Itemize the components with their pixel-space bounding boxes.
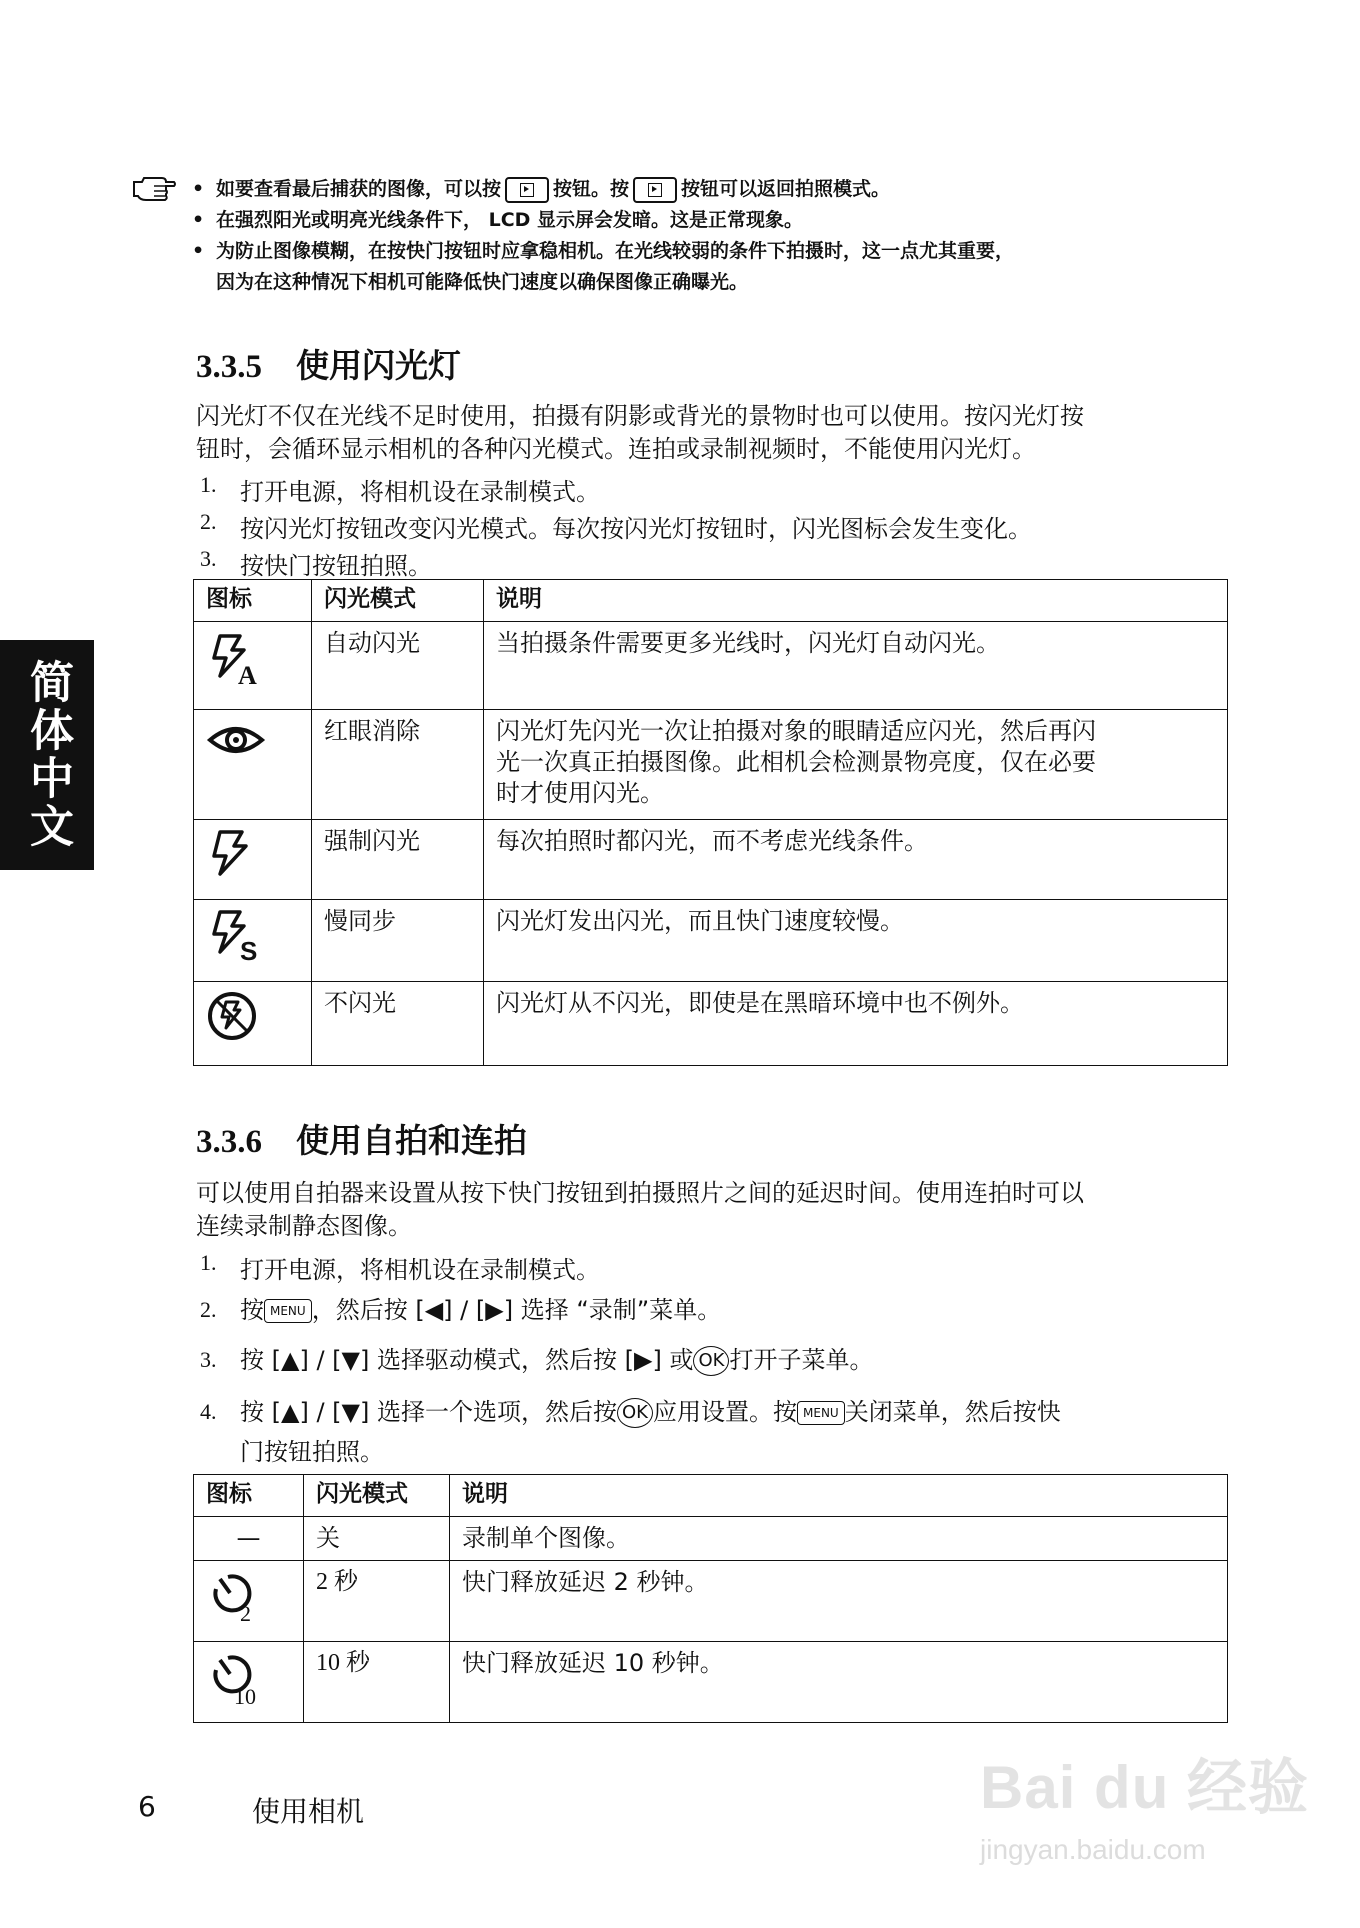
- table-row: [194, 982, 1228, 1066]
- svg-text:S: S: [240, 936, 258, 964]
- desc-cell: [484, 820, 1228, 900]
- watermark-brand: Bai du 经验: [980, 1754, 1310, 1821]
- step-item: 2. 按 MENU ，然后按 [◀] / [▶] 选择 “录制”菜单。: [200, 1296, 722, 1324]
- pointing-hand-icon: [132, 174, 176, 204]
- watermark-url: jingyan.baidu.com: [980, 1834, 1206, 1865]
- section-intro: [196, 1177, 1246, 1243]
- mode-cell: 自动闪光: [312, 622, 484, 710]
- desc-cell: 快门释放延迟 10 秒钟。: [450, 1642, 1228, 1723]
- mode-cell: 不闪光: [312, 982, 484, 1066]
- page-number: 6: [138, 1790, 156, 1823]
- desc-cell: 录制单个图像。: [450, 1517, 1228, 1561]
- icon-cell: [194, 622, 312, 710]
- icon-cell: —: [194, 1517, 304, 1561]
- table-row: [194, 1561, 1228, 1642]
- step-item: 3. 按 [▲] / [▼] 选择驱动模式，然后按 [▶] 或 OK 打开子菜单。: [200, 1346, 874, 1374]
- ok-key-icon: OK: [617, 1398, 653, 1428]
- icon-cell: [194, 900, 312, 982]
- step-item: 1. 打开电源，将相机设在录制模式。: [196, 1250, 1256, 1290]
- intro-line: 钮时，会循环显示相机的各种闪光模式。连拍或录制视频时，不能使用闪光灯。: [196, 435, 1036, 463]
- red-eye-icon: [206, 718, 266, 762]
- step-number: 3.: [200, 546, 217, 571]
- note-text: 因为在这种情况下相机可能降低快门速度以确保图像正确曝光。: [216, 271, 749, 293]
- section-heading: [196, 340, 461, 387]
- svg-text:2: 2: [240, 1601, 251, 1625]
- intro-line: 连续录制静态图像。: [196, 1212, 412, 1240]
- icon-cell: [194, 982, 312, 1066]
- note-text: 如要查看最后捕获的图像，可以按: [216, 178, 502, 200]
- step-text: 打开电源，将相机设在录制模式。: [240, 478, 600, 506]
- desc-cell: [484, 900, 1228, 982]
- step-number: 1.: [200, 472, 217, 497]
- mode-cell: 关: [304, 1517, 450, 1561]
- intro-line: 可以使用自拍器来设置从按下快门按钮到拍摄照片之间的延迟时间。使用连拍时可以: [196, 1179, 1084, 1207]
- table-row: [194, 622, 1228, 710]
- section-heading: [196, 1115, 527, 1162]
- menu-key-icon: MENU: [264, 1299, 312, 1323]
- table-header: 图标: [194, 1475, 304, 1517]
- step-text: 打开电源，将相机设在录制模式。: [240, 1256, 600, 1284]
- mode-cell: 强制闪光: [312, 820, 484, 900]
- table-header: 说明: [484, 580, 1228, 622]
- table-header: 闪光模式: [312, 580, 484, 622]
- icon-cell: [194, 820, 312, 900]
- section-intro: [196, 400, 1246, 466]
- table-header: 闪光模式: [304, 1475, 450, 1517]
- mode-cell: 慢同步: [312, 900, 484, 982]
- intro-line: 闪光灯不仅在光线不足时使用，拍摄有阴影或背光的景物时也可以使用。按闪光灯按: [196, 402, 1084, 430]
- table-row: [194, 1642, 1228, 1723]
- timer-10s-icon: [206, 1650, 266, 1706]
- step-item: [196, 509, 1256, 546]
- mode-cell: 2 秒: [304, 1561, 450, 1642]
- down-arrow-icon: ▼: [341, 1398, 361, 1426]
- desc-line: 光一次真正拍摄图像。此相机会检测景物亮度，仅在必要: [496, 748, 1096, 776]
- section-number: 3.3.6: [196, 1124, 262, 1160]
- table-row: [194, 710, 1228, 820]
- footer-title: 使用相机: [252, 1795, 365, 1828]
- note-item: [186, 174, 1246, 205]
- steps-list: [196, 472, 1256, 583]
- step-item: [196, 546, 1256, 583]
- step-text: 按快门按钮拍照。: [240, 552, 432, 580]
- desc-line: 每次拍照时都闪光，而不考虑光线条件。: [496, 827, 928, 855]
- section-number: 3.3.5: [196, 349, 262, 385]
- flash-mode-table: [193, 579, 1228, 1066]
- step-item: 4. 按 [▲] / [▼] 选择一个选项，然后按 OK 应用设置。按 MENU 关闭菜单，然后按快 门按钮拍照。: [200, 1398, 1061, 1466]
- menu-key-icon: MENU: [797, 1401, 845, 1425]
- ok-key-icon: OK: [693, 1346, 729, 1376]
- steps-list: [196, 1250, 1256, 1472]
- up-arrow-icon: ▲: [281, 1346, 300, 1374]
- icon-cell: [194, 710, 312, 820]
- section-title: 使用自拍和连拍: [296, 1121, 527, 1160]
- desc-line: 闪光灯发出闪光，而且快门速度较慢。: [496, 907, 904, 935]
- note-text: 按钮。按: [553, 178, 630, 200]
- language-side-tab: 简体中文: [0, 640, 94, 870]
- desc-cell: [484, 622, 1228, 710]
- step-number: 2.: [200, 509, 217, 534]
- up-arrow-icon: ▲: [281, 1398, 300, 1426]
- table-row: [194, 820, 1228, 900]
- left-arrow-icon: ◀: [424, 1296, 444, 1324]
- icon-cell: [194, 1561, 304, 1642]
- desc-cell: [484, 982, 1228, 1066]
- note-text: 为防止图像模糊，在按快门按钮时应拿稳相机。在光线较弱的条件下拍摄时，这一点尤其重要，: [216, 240, 1015, 262]
- desc-cell: 快门释放延迟 2 秒钟。: [450, 1561, 1228, 1642]
- mode-cell: 红眼消除: [312, 710, 484, 820]
- svg-text:A: A: [238, 661, 257, 688]
- step-text: 按闪光灯按钮改变闪光模式。每次按闪光灯按钮时，闪光图标会发生变化。: [240, 515, 1032, 543]
- right-arrow-icon: ▶: [634, 1346, 653, 1374]
- step-item: [196, 472, 1256, 509]
- desc-line: 当拍摄条件需要更多光线时，闪光灯自动闪光。: [496, 629, 1000, 657]
- playback-button-icon: [633, 177, 677, 203]
- notes-block: [186, 174, 1246, 298]
- table-header: 图标: [194, 580, 312, 622]
- icon-cell: [194, 1642, 304, 1723]
- desc-line: 时才使用闪光。: [496, 779, 664, 807]
- desc-line: 闪光灯先闪光一次让拍摄对象的眼睛适应闪光，然后再闪: [496, 717, 1096, 745]
- note-item: [186, 205, 1246, 236]
- note-text: 按钮可以返回拍照模式。: [681, 178, 891, 200]
- table-row: [194, 1517, 1228, 1561]
- right-arrow-icon: ▶: [485, 1296, 504, 1324]
- desc-cell: [484, 710, 1228, 820]
- mode-cell: 10 秒: [304, 1642, 450, 1723]
- self-timer-table: [193, 1474, 1228, 1723]
- playback-button-icon: [505, 177, 549, 203]
- svg-text:10: 10: [234, 1684, 256, 1706]
- slow-sync-icon: [206, 908, 266, 964]
- table-header: 说明: [450, 1475, 1228, 1517]
- down-arrow-icon: ▼: [341, 1346, 361, 1374]
- desc-line: 闪光灯从不闪光，即使是在黑暗环境中也不例外。: [496, 989, 1024, 1017]
- timer-2s-icon: [206, 1569, 262, 1625]
- flash-forced-icon: [206, 828, 256, 878]
- note-item: [186, 236, 1246, 298]
- table-row: [194, 900, 1228, 982]
- flash-auto-icon: [206, 630, 266, 688]
- flash-off-icon: [206, 990, 258, 1042]
- section-title: 使用闪光灯: [296, 346, 461, 385]
- note-text: 在强烈阳光或明亮光线条件下， LCD 显示屏会发暗。这是正常现象。: [216, 209, 804, 231]
